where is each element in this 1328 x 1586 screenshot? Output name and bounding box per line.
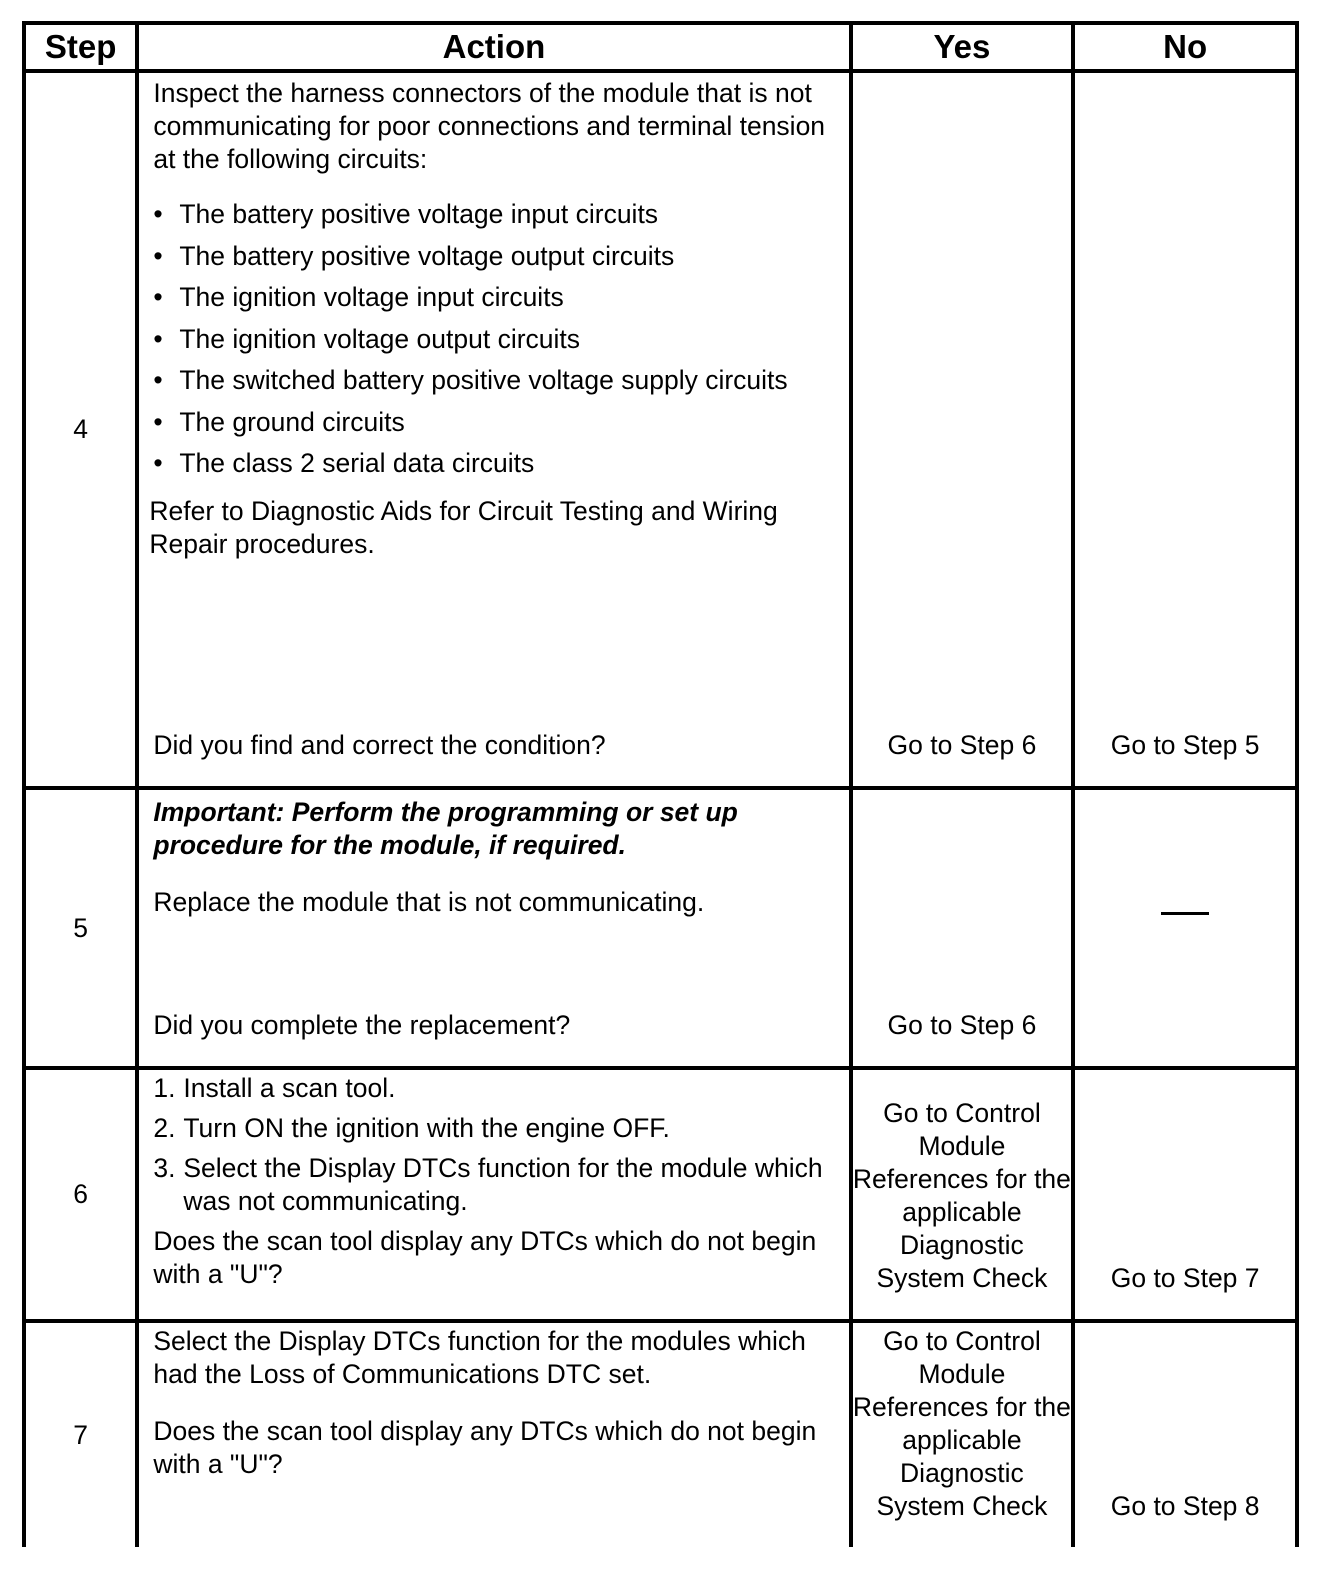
no-cell: Go to Step 5 <box>1073 71 1297 788</box>
item-number: 2. <box>153 1113 176 1143</box>
yes-cell: Go to Step 6 <box>851 71 1074 788</box>
header-step: Step <box>24 23 137 71</box>
header-yes: Yes <box>851 23 1074 71</box>
no-action-dash <box>1161 912 1209 915</box>
list-item: • The battery positive voltage output circuits <box>153 236 836 278</box>
item-text: Turn ON the ignition with the engine OFF. <box>183 1113 670 1143</box>
refer-text: Refer to Diagnostic Aids for Circuit Testing and Wiring Repair procedures. <box>149 495 778 559</box>
list-item: • The ignition voltage output circuits <box>153 319 836 361</box>
action-content <box>139 1070 848 1291</box>
action-question: Did you complete the replacement? <box>153 1010 571 1040</box>
action-content <box>139 790 848 919</box>
action-cell <box>137 71 850 788</box>
table-row <box>24 71 1297 788</box>
action-content <box>139 73 848 561</box>
list-item: • The switched battery positive voltage supply circuits <box>153 360 836 402</box>
table-row <box>24 788 1297 1068</box>
table-row <box>24 1068 1297 1321</box>
action-intro: Inspect the harness connectors of the module that is not communicating for poor connections and terminal tension at the following circuits: <box>153 78 826 174</box>
action-text: Select the Display DTCs function for the modules which had the Loss of Communications DTC set. <box>153 1326 806 1389</box>
step-number: 6 <box>24 1068 137 1321</box>
step-number: 4 <box>24 71 137 788</box>
item-text: Install a scan tool. <box>183 1073 396 1103</box>
numbered-list <box>153 1072 836 1218</box>
action-cell <box>137 788 850 1068</box>
step-number: 5 <box>24 788 137 1068</box>
action-question: Does the scan tool display any DTCs which do not begin with a "U"? <box>153 1416 817 1479</box>
action-question: Did you find and correct the condition? <box>153 730 606 760</box>
item-number: 3. <box>153 1153 176 1183</box>
action-content <box>139 1323 848 1481</box>
list-item: • The class 2 serial data circuits <box>153 443 836 485</box>
list-item: • The ignition voltage input circuits <box>153 277 836 319</box>
header-row <box>24 23 1297 71</box>
important-note: Important: Perform the programming or set up procedure for the module, if required. <box>153 797 738 860</box>
action-cell <box>137 1321 850 1547</box>
item-number: 1. <box>153 1073 176 1103</box>
step-number: 7 <box>24 1321 137 1547</box>
circuit-list <box>153 194 836 485</box>
list-item <box>153 1112 836 1145</box>
list-item: • The ground circuits <box>153 402 836 444</box>
yes-cell: Go to Step 6 <box>851 788 1074 1068</box>
list-item: • The battery positive voltage input circuits <box>153 194 836 236</box>
list-item <box>153 1072 836 1105</box>
header-action: Action <box>137 23 850 71</box>
yes-cell: Go to Control Module References for the applicable Diagnostic System Check <box>851 1321 1074 1547</box>
table-row <box>24 1321 1297 1547</box>
item-text: Select the Display DTCs function for the module which was not communicating. <box>183 1153 823 1216</box>
action-text: Replace the module that is not communicating. <box>153 887 705 917</box>
diagnostic-table <box>22 21 1299 1547</box>
action-cell <box>137 1068 850 1321</box>
action-question: Does the scan tool display any DTCs which do not begin with a "U"? <box>153 1226 817 1289</box>
yes-cell: Go to Control Module References for the applicable Diagnostic System Check <box>851 1068 1074 1321</box>
no-cell: Go to Step 7 <box>1073 1068 1297 1321</box>
list-item <box>153 1152 836 1218</box>
no-cell <box>1073 788 1297 1068</box>
no-cell: Go to Step 8 <box>1073 1321 1297 1547</box>
header-no: No <box>1073 23 1297 71</box>
